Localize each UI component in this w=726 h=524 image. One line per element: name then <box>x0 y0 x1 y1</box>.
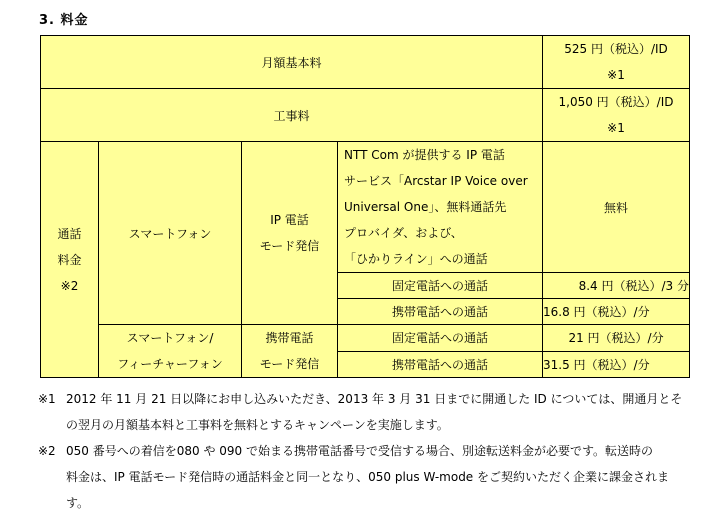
fixed-call-label: 固定電話への通話 <box>338 273 543 299</box>
setup-fee-row <box>41 89 690 142</box>
featurephone-fixed-call-row <box>41 325 690 352</box>
footnote-line: 料金は、IP 電話モード発信時の通話料金と同一となり、050 plus W-mode をご契約いただく企業に課金されま <box>66 470 670 484</box>
free-call-description-line: 「ひかりライン」への通話 <box>344 252 488 266</box>
featurephone-fixed-call-label: 固定電話への通話 <box>338 325 543 352</box>
smartphone-cell: スマートフォン <box>99 142 242 325</box>
fixed-call-price: 8.4 円（税込）/3 分 <box>543 273 690 299</box>
footnotes <box>38 386 708 516</box>
featurephone-mobile-call-price: 31.5 円（税込）/分 <box>543 351 690 378</box>
monthly-fee-row <box>41 36 690 89</box>
mobile-mode-line: モード発信 <box>259 357 320 371</box>
setup-fee-price-cell <box>543 89 690 142</box>
footnote-mark: ※1 <box>38 392 56 406</box>
footnote-mark: ※2 <box>38 444 56 458</box>
footnote-text <box>66 438 708 516</box>
section-heading: 3. 料金 <box>39 13 89 28</box>
footnote <box>38 438 708 516</box>
free-call-description-line: Universal One」、無料通話先 <box>344 200 507 214</box>
monthly-fee-price: 525 円（税込）/ID <box>564 42 668 56</box>
free-call-description-line: サービス「Arcstar IP Voice over <box>344 174 528 188</box>
featurephone-line: フィーチャーフォン <box>117 357 223 371</box>
featurephone-cell <box>99 325 242 378</box>
featurephone-fixed-call-price: 21 円（税込）/分 <box>543 325 690 352</box>
footnote-line: す。 <box>66 496 90 510</box>
ip-mode-line: IP 電話 <box>270 213 309 227</box>
footnote <box>38 386 708 438</box>
setup-fee-note: ※1 <box>607 121 625 135</box>
call-fee-note: ※2 <box>60 278 79 293</box>
mobile-call-label: 携帯電話への通話 <box>338 299 543 325</box>
call-fee-label-cell <box>41 142 99 378</box>
call-fee-label-line: 料金 <box>57 252 82 267</box>
free-call-description <box>338 142 543 273</box>
mobile-mode-line: 携帯電話 <box>265 331 314 345</box>
monthly-fee-price-cell <box>543 36 690 89</box>
ip-mode-cell <box>242 142 338 325</box>
setup-fee-label: 工事料 <box>41 89 543 142</box>
free-call-description-line: NTT Com が提供する IP 電話 <box>344 148 505 162</box>
footnote-line: 2012 年 11 月 21 日以降にお申し込みいただき、2013 年 3 月 31 日までに開通した ID については、開通月とそ <box>66 392 683 406</box>
free-call-row <box>41 142 690 273</box>
featurephone-line: スマートフォン/ <box>126 331 214 345</box>
footnote-text <box>66 386 708 438</box>
featurephone-mobile-call-label: 携帯電話への通話 <box>338 351 543 378</box>
pricing-table <box>40 35 690 378</box>
mobile-call-price: 16.8 円（税込）/分 <box>543 299 690 325</box>
free-call-description-line: プロバイダ、および、 <box>344 226 463 240</box>
monthly-fee-label: 月額基本料 <box>41 36 543 89</box>
call-fee-label-line: 通話 <box>57 226 82 241</box>
footnote-line: の翌月の月額基本料と工事料を無料とするキャンペーンを実施します。 <box>66 418 449 432</box>
free-call-price: 無料 <box>543 142 690 273</box>
monthly-fee-note: ※1 <box>607 68 625 82</box>
setup-fee-price: 1,050 円（税込）/ID <box>558 95 674 109</box>
mobile-mode-cell <box>242 325 338 378</box>
footnote-line: 050 番号への着信を080 や 090 で始まる携帯電話番号で受信する場合、別途転送料金が必要です。転送時の <box>66 444 654 458</box>
ip-mode-line: モード発信 <box>259 239 320 253</box>
